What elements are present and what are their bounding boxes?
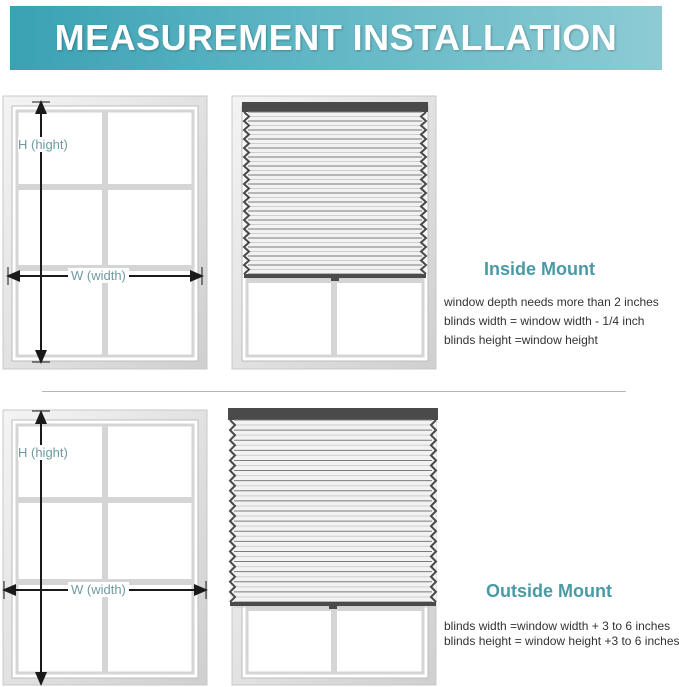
inside-mount-title: Inside Mount (484, 259, 595, 279)
outside-mount-title: Outside Mount (486, 581, 612, 601)
bottom-rail (244, 274, 426, 278)
height-label: H (hight) (18, 445, 68, 460)
bottom-rail (230, 602, 436, 606)
inside-mount-note: blinds width = window width - 1/4 inch (444, 314, 645, 328)
blind-inside-mount (242, 102, 428, 281)
inside-mount-note: window depth needs more than 2 inches (444, 295, 659, 309)
section-divider (42, 391, 626, 392)
outside-mount-note: blinds height = window height +3 to 6 inches (444, 634, 679, 648)
headrail (242, 102, 428, 112)
pull-handle[interactable] (331, 278, 339, 281)
inside-mount-note: blinds height =window height (444, 333, 598, 347)
blind-outside-mount (228, 408, 438, 609)
outside-mount-note: blinds width =window width + 3 to 6 inches (444, 619, 671, 633)
banner-title: MEASUREMENT INSTALLATION (54, 17, 618, 58)
pull-handle[interactable] (329, 606, 337, 609)
width-label: W (width) (68, 582, 129, 597)
width-label: W (width) (68, 268, 129, 283)
headrail (228, 408, 438, 420)
height-label: H (hight) (18, 137, 68, 152)
